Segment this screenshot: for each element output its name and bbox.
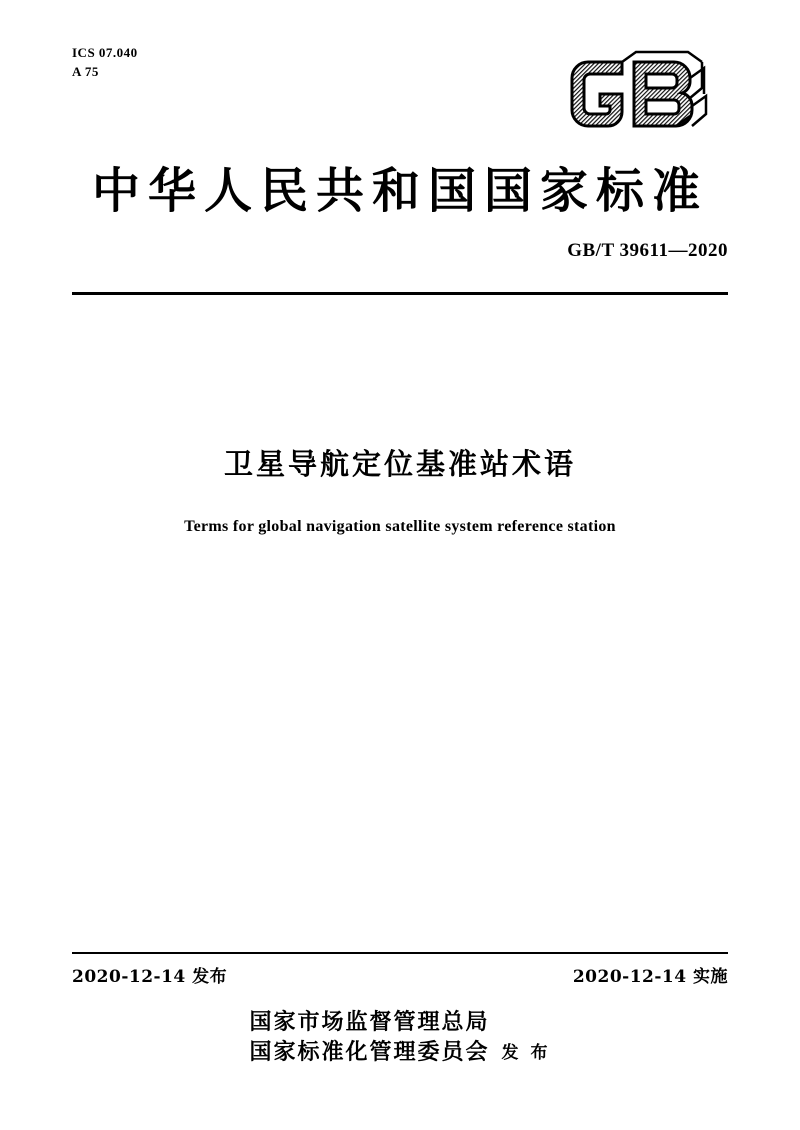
- ics-classification-block: [72, 44, 138, 82]
- document-title-chinese: 卫星导航定位基准站术语: [223, 447, 576, 481]
- publisher-block: [0, 1008, 800, 1067]
- header-divider: [72, 292, 728, 295]
- effective-date: 2020-12-14 实施: [572, 967, 728, 987]
- publisher-action: 发 布: [501, 1043, 551, 1064]
- national-standard-title: 中华人民共和国国家标准: [91, 163, 708, 219]
- gb-logo: [562, 48, 722, 140]
- standard-number: GB/T 39611—2020: [567, 240, 728, 261]
- publisher-line-1: 国家市场监督管理总局: [249, 1009, 490, 1035]
- publisher-names: [250, 1008, 490, 1067]
- document-title-english: Terms for global navigation satellite system reference station: [184, 518, 616, 535]
- classification-code: A 75: [72, 63, 99, 79]
- ics-code: ICS 07.040: [72, 45, 138, 60]
- issue-date: 2020-12-14 发布: [72, 967, 228, 987]
- publisher-line-2: 国家标准化管理委员会: [249, 1038, 490, 1065]
- footer-divider: [72, 952, 728, 954]
